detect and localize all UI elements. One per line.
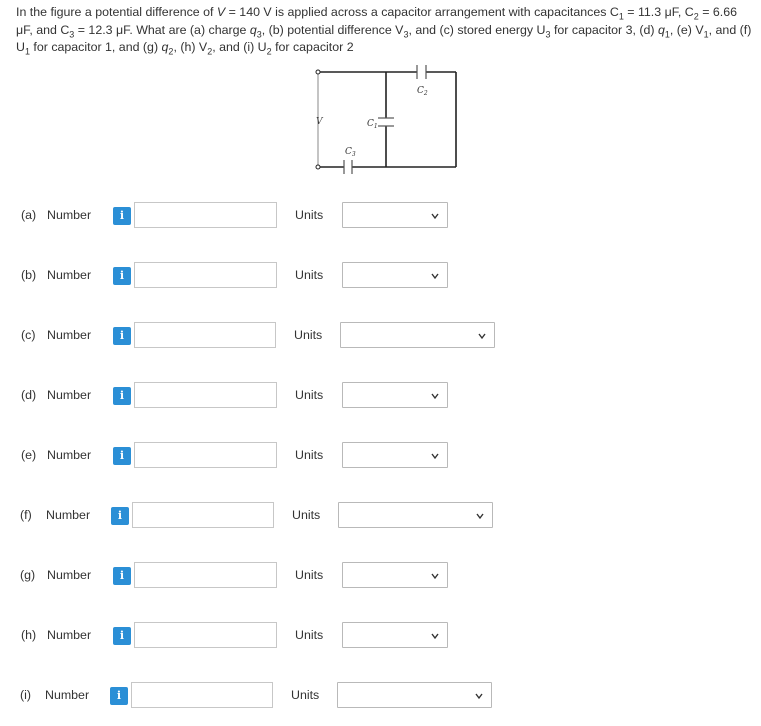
info-icon[interactable]: i xyxy=(111,507,129,525)
units-select-f[interactable] xyxy=(338,502,493,528)
info-icon[interactable]: i xyxy=(113,327,131,345)
units-select-e[interactable] xyxy=(342,442,448,468)
units-label: Units xyxy=(291,688,320,702)
svg-text:C2: $C_2$ xyxy=(417,86,428,97)
answer-row-d xyxy=(0,381,761,411)
units-label: Units xyxy=(292,508,321,522)
number-input-f[interactable] xyxy=(132,502,274,528)
circuit-figure xyxy=(300,62,470,182)
chevron-down-icon xyxy=(430,391,440,401)
part-label: (e) xyxy=(21,448,37,462)
chevron-down-icon xyxy=(430,451,440,461)
label-c2: C xyxy=(417,86,424,96)
number-input-g[interactable] xyxy=(134,562,277,588)
chevron-down-icon xyxy=(430,211,440,221)
part-label: (g) xyxy=(20,568,36,582)
info-icon[interactable]: i xyxy=(110,687,128,705)
number-label: Number xyxy=(47,388,92,402)
part-label: (d) xyxy=(21,388,37,402)
number-label: Number xyxy=(47,208,92,222)
chevron-down-icon xyxy=(477,331,487,341)
units-label: Units xyxy=(295,388,324,402)
number-label: Number xyxy=(47,568,92,582)
info-icon[interactable]: i xyxy=(113,207,131,225)
question-text: In the figure a potential difference of V = 140 V is applied across a capacitor arrangement with capacitances $C_1 = 11.3$ μF, $C_2 = 6.66$ μF, and $C_3 = 12.3$ μF. What are (a) charge $q_3$, (b) potential difference $V_3$, and (c) stored energy $U_3$ for capacitor 3, (d) $q_1$, (e) $V_1$, and (f) $U_1$ for capacitor 1, and (g) $q_2$, (h) $V_2$, and (i) $U_2$ for capacitor 2 xyxy=(16,5,752,57)
info-icon[interactable]: i xyxy=(113,267,131,285)
chevron-down-icon xyxy=(474,691,484,701)
part-label: (h) xyxy=(21,628,37,642)
number-label: Number xyxy=(47,268,92,282)
number-input-a[interactable] xyxy=(134,202,277,228)
units-label: Units xyxy=(295,268,324,282)
capacitor-c1-icon xyxy=(378,118,394,126)
units-select-d[interactable] xyxy=(342,382,448,408)
capacitor-c2-icon xyxy=(417,65,426,79)
units-label: Units xyxy=(295,628,324,642)
terminal-top-icon xyxy=(316,70,320,74)
answer-row-a xyxy=(0,201,761,231)
part-label: (a) xyxy=(21,208,37,222)
chevron-down-icon xyxy=(430,271,440,281)
answer-row-e xyxy=(0,441,761,471)
units-select-c[interactable] xyxy=(340,322,495,348)
terminal-bottom-icon xyxy=(316,165,320,169)
chevron-down-icon xyxy=(430,631,440,641)
units-select-i[interactable] xyxy=(337,682,492,708)
units-select-b[interactable] xyxy=(342,262,448,288)
chevron-down-icon xyxy=(475,511,485,521)
part-label: (c) xyxy=(21,328,36,342)
svg-text:C1: $C_1$ xyxy=(367,119,378,130)
answer-row-b xyxy=(0,261,761,291)
units-label: Units xyxy=(295,208,324,222)
answer-row-g xyxy=(0,561,761,591)
number-label: Number xyxy=(47,448,92,462)
answer-row-f xyxy=(0,501,761,531)
svg-text:C3: $C_3$ xyxy=(345,147,356,158)
number-input-h[interactable] xyxy=(134,622,277,648)
units-select-g[interactable] xyxy=(342,562,448,588)
label-v: V xyxy=(316,117,323,127)
units-select-h[interactable] xyxy=(342,622,448,648)
number-label: Number xyxy=(46,508,91,522)
capacitor-c3-icon xyxy=(344,160,352,174)
number-input-i[interactable] xyxy=(131,682,273,708)
info-icon[interactable]: i xyxy=(113,387,131,405)
number-input-e[interactable] xyxy=(134,442,277,468)
answer-row-i xyxy=(0,681,761,711)
number-label: Number xyxy=(45,688,90,702)
part-label: (b) xyxy=(21,268,37,282)
label-c3: C xyxy=(345,147,352,157)
number-label: Number xyxy=(47,328,92,342)
info-icon[interactable]: i xyxy=(113,627,131,645)
label-c1: C xyxy=(367,119,374,129)
units-label: Units xyxy=(295,448,324,462)
number-input-b[interactable] xyxy=(134,262,277,288)
units-label: Units xyxy=(295,568,324,582)
part-label: (f) xyxy=(20,508,32,522)
chevron-down-icon xyxy=(430,571,440,581)
answer-row-c xyxy=(0,321,761,351)
part-label: (i) xyxy=(20,688,32,702)
units-select-a[interactable] xyxy=(342,202,448,228)
info-icon[interactable]: i xyxy=(113,447,131,465)
answer-row-h xyxy=(0,621,761,651)
number-input-c[interactable] xyxy=(134,322,276,348)
units-label: Units xyxy=(294,328,323,342)
number-input-d[interactable] xyxy=(134,382,277,408)
number-label: Number xyxy=(47,628,92,642)
info-icon[interactable]: i xyxy=(113,567,131,585)
